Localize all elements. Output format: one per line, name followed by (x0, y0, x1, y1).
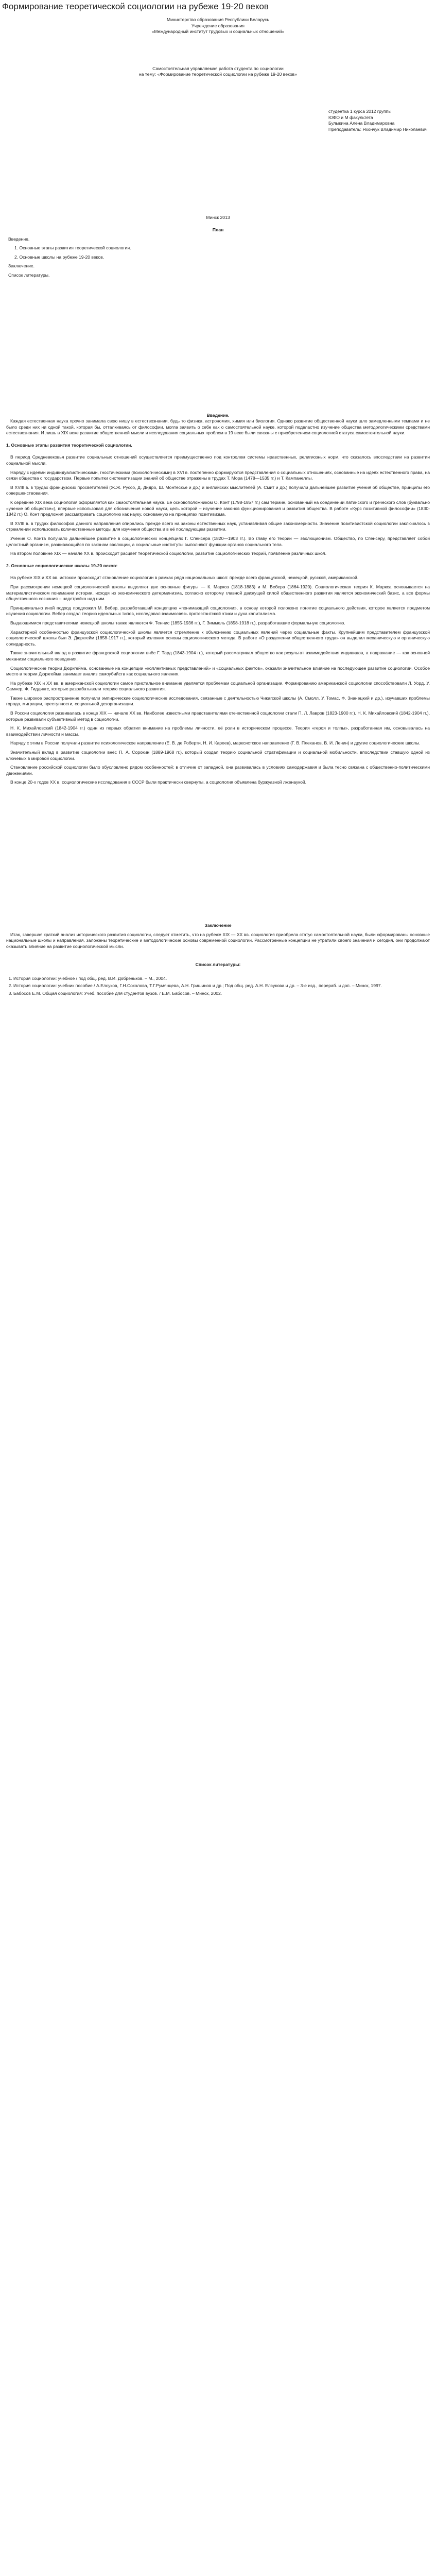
section2-paragraph: Значительный вклад в развитие социологии внёс П. А. Сорокин (1889-1968 гг.), который создал теорию социальной стратификации и социальной мобильности, впоследствии ставшую одной из ключевых в мировой социологии. (6, 750, 430, 761)
section2-paragraph: В конце 20-х годов XX в. социологические исследования в СССР были практически свернуты, а социология объявлена буржуазной лженаукой. (10, 779, 307, 785)
conclusion-heading: Заключение (204, 923, 232, 928)
plan-heading: План (212, 227, 224, 232)
faculty-line: ЮФО и М факультета (328, 114, 373, 120)
plan-item-2: 2. Основные школы на рубеже 19-20 веков. (14, 254, 104, 260)
bibliography-list (6, 976, 430, 997)
bibliography-item: 3. Бабосов Е.М. Общая социология: Учеб. пособие для студентов вузов. / Е.М. Бабосов. – Минск, 2002. (13, 991, 430, 997)
institution-name-line: «Международный институт трудовых и социальных отношений» (151, 29, 285, 35)
section1-paragraph: В XVIII в. в трудах философов данного направления опирались прежде всего на законы естественных наук, устанавливая общие закономерности. Значение позитивистской социологии заключалось в стремлении использовать количественные методы для изучения общества и в её последующем развитии. (6, 520, 430, 532)
page-title: Формирование теоретической социологии на рубеже 19-20 веков (2, 2, 269, 11)
teacher-line: Преподаватель: Яхончук Владимир Николаевич (328, 126, 428, 132)
section2-paragraph: На рубеже XIX и XX вв. истоком происходит становление социологии в рамках ряда национальных школ: прежде всего французской, немецкой, русской, американской. (10, 575, 359, 581)
section2-paragraph: Становление российской социологии было обусловлено рядом особенностей: в отличие от западной, она развивалась в условиях самодержавия и была тесно связана с общественно-политическими движениями. (6, 765, 430, 776)
section2-paragraph: Социологические теории Дюркгейма, основанные на концепции «коллективных представлений» и «социальных фактов», оказали значительное влияние на последующее развитие социологии. Особое место в теории Дюркгейма занимает анализ самоубийств как социального явления. (6, 665, 430, 677)
section2-paragraph: Также широкое распространение получили эмпирические социологические исследования, связанные с деятельностью Чикагской школы (А. Смолл, У. Томас, Ф. Знанецкий и др.), изучавших проблемы города, миграции, преступности, социальной дезорганизации. (6, 695, 430, 707)
author-block (328, 109, 430, 132)
bibliography-item: 1. История социологии: учебное / под общ. ред. В.И. Добреньков. – М., 2004. (13, 976, 430, 982)
intro-heading: Введение. (206, 412, 230, 418)
intro-paragraph: Каждая естественная наука прочно занимала свою нишу в естествознании, будь то физика, астрономия, химия или биология. Однако развитие общественной науки шло замедленными темпами и не было среди них ни одной такой, которая бы, отталкиваясь от философии, могла заявить о себе как о самостоятельной науке, которой подвластно изучение общества методологическими средствами естествознания. И лишь в XIX веке развитие общественной мысли и исследования социальных проблем в 19 веке были связаны с приобретением социологией статуса самостоятельной науки. (6, 418, 430, 436)
student-name-line: Булыкина Алёна Владимировна (328, 121, 395, 126)
city-year-line: Минск 2013 (206, 215, 230, 221)
plan-item-1: 1. Основные этапы развития теоретической социологии. (14, 245, 131, 251)
section2-paragraph: В России социология развивалась в конце XIX — начале XX вв. Наиболее известными представителями отечественной социологии стали П. Л. Лавров (1823-1900 гг.), Н. К. Михайловский (1842-1904 гг.), которые развивали субъективный метод в социологии. (6, 710, 430, 722)
plan-item-conclusion: Заключение. (8, 263, 35, 269)
conclusion-paragraph: Итак, завершая краткий анализ исторического развития социологии, следует отметить, что на рубеже XIX — XX вв. социология приобрела статус самостоятельной науки, были сформированы основные национальные школы и направления, заложены теоретические и методологические основы современной социологии. Рассмотренные концепции не утратили своего значения и сегодня, они продолжают оказывать влияние на развитие социологической мысли. (6, 931, 430, 949)
bibliography-heading: Список литературы: (195, 962, 241, 968)
section2-paragraph: Выдающимися представителями немецкой школы также являются Ф. Теннис (1855-1936 гг.), Г. Зиммель (1858-1918 гг.), разработавшие формальную социологию. (10, 620, 345, 625)
plan-item-bibliography: Список литературы. (8, 272, 50, 278)
section1-paragraph: В период Средневековья развитие социальных отношений осуществляется преимущественно под контролем системы нравственных, религиозных норм, что сказалось впоследствии на развитии социальной мысли. (6, 454, 430, 466)
section2-heading: 2. Основные социологические школы 19-20 веков: (6, 563, 118, 568)
bibliography-item: 2. История социологии: учебник пособие / А.Елсуков, Г.Н.Соколова, Т.Г.Румянцева, А.Н. Гришинов и др.; Под общ. ред. А.Н. Елсукова и др. – 3-е изд., перераб. и доп. – Минск, 1997. (13, 983, 430, 989)
section1-paragraph: В XVIII в. в трудах французских просветителей (Ж.Ж. Руссо, Д. Дидро, Ш. Монтескье и др.) и английских мыслителей (А. Смит и др.) получили дальнейшее развитие учения об обществе, принципы его совершенствования. (6, 484, 430, 496)
section1-paragraph: К середине XIX века социология оформляется как самостоятельная наука. Ее основоположником О. Конт (1798-1857 гг.) сам термин, основанный на соединении латинского и греческого слов (буквально «учение об обществе»), впервые использовал для обозначения новой науки, цель которой – изучение законов функционирования и развития общества. В работе «Курс позитивной философии» (1830-1842 гг.) О. Конт предложил рассматривать социологию как науку, основанную на принципах позитивизма. (6, 500, 430, 517)
section2-paragraph: При рассмотрении немецкой социологической школы выделяют две основные фигуры — К. Маркса (1818-1883) и М. Вебера (1864-1920). Социологическая теория К. Маркса основывается на материалистическом понимании истории, исходя из экономического детерминизма, согласно которому главной движущей силой общественного развития является экономический базис, а все формы общественного сознания – надстройка над ним. (6, 584, 430, 602)
section2-paragraph: Также значительный вклад в развитие французской социологии внёс Г. Тард (1843-1904 гг.), который рассматривал общество как результат взаимодействия индивидов, а подражание — как основной механизм социального поведения. (6, 650, 430, 662)
section2-paragraph: На рубеже XIX и XX вв. в американской социологии самое пристальное внимание уделяется проблемам социальной организации. Формированию американской социологии способствовали Л. Уорд, У. Самнер, Ф. Гиддингс, которые разрабатывали теорию социального развития. (6, 680, 430, 692)
institution-type-line: Учреждение образования (191, 23, 245, 28)
section1-paragraph: Наряду с идеями индивидуалистическими, гностическими (психологическими) в XVI в. постепенно формируются представления о социальных отношениях, основанные на идеях естественного права, на связи общества с государством. Первые попытки систематизации знаний об обществе отражены в трудах Т. Мора (1478—1535 гг.) и Т. Кампанеллы. (6, 469, 430, 481)
section1-heading: 1. Основные этапы развития теоретической социологии. (6, 442, 132, 448)
ministry-line: Министерство образования Республики Беларусь (166, 17, 270, 22)
section2-paragraph: Н. К. Михайловский (1842-1904 гг.) один из первых обратил внимание на проблемы личности, её роли в историческом процессе. Теория «героя и толпы», разработанная им, основывалась на взаимодействии личности и массы. (6, 725, 430, 737)
topic-line: на тему: «Формирование теоретической социологии на рубеже 19-20 веков» (138, 72, 297, 77)
work-type-line: Самостоятельная управляемая работа студента по социологии (152, 65, 284, 71)
section2-paragraph: Принципиально иной подход предложил М. Вебер, разработавший концепцию «понимающей социологии», в основу которой положено понятие социального действия, которое является предметом изучения социологии. Вебер создал теорию идеальных типов, исследовал взаимосвязь протестантской этики и духа капитализма. (6, 605, 430, 617)
section1-paragraph: На втором половине XIX — начале XX в. происходит расцвет теоретической социологии, развитие социологических теорий, появление различных школ. (10, 551, 327, 556)
plan-item-intro: Введение. (8, 236, 30, 242)
section2-paragraph: Наряду с этим в России получили развитие психологическое направление (Е. В. де Роберти, Н. И. Кареев), марксистское направление (Г. В. Плеханов, В. И. Ленин) и другие социологические школы. (10, 740, 421, 746)
document-body (0, 17, 436, 1011)
section1-paragraph: Учение О. Конта получило дальнейшее развитие в социологических концепциях Г. Спенсера (1820—1903 гг.). Во главу его теории — эволюционизм. Общество, по Спенсеру, представляет собой целостный организм, развивающийся по законам эволюции, а социальные институты выполняют функции органов социального тела. (6, 536, 430, 547)
student-line: студентка 1 курса 2012 группы (328, 108, 392, 114)
section2-paragraph: Характерной особенностью французской социологической школы является стремление к объяснению социальных явлений через социальные факты. Крупнейшим представителем французской социологической школы был Э. Дюркгейм (1858-1917 гг.), который изложил основы социологического метода. В работе «О разделении общественного труда» он выделил механическую и органическую солидарность. (6, 629, 430, 647)
